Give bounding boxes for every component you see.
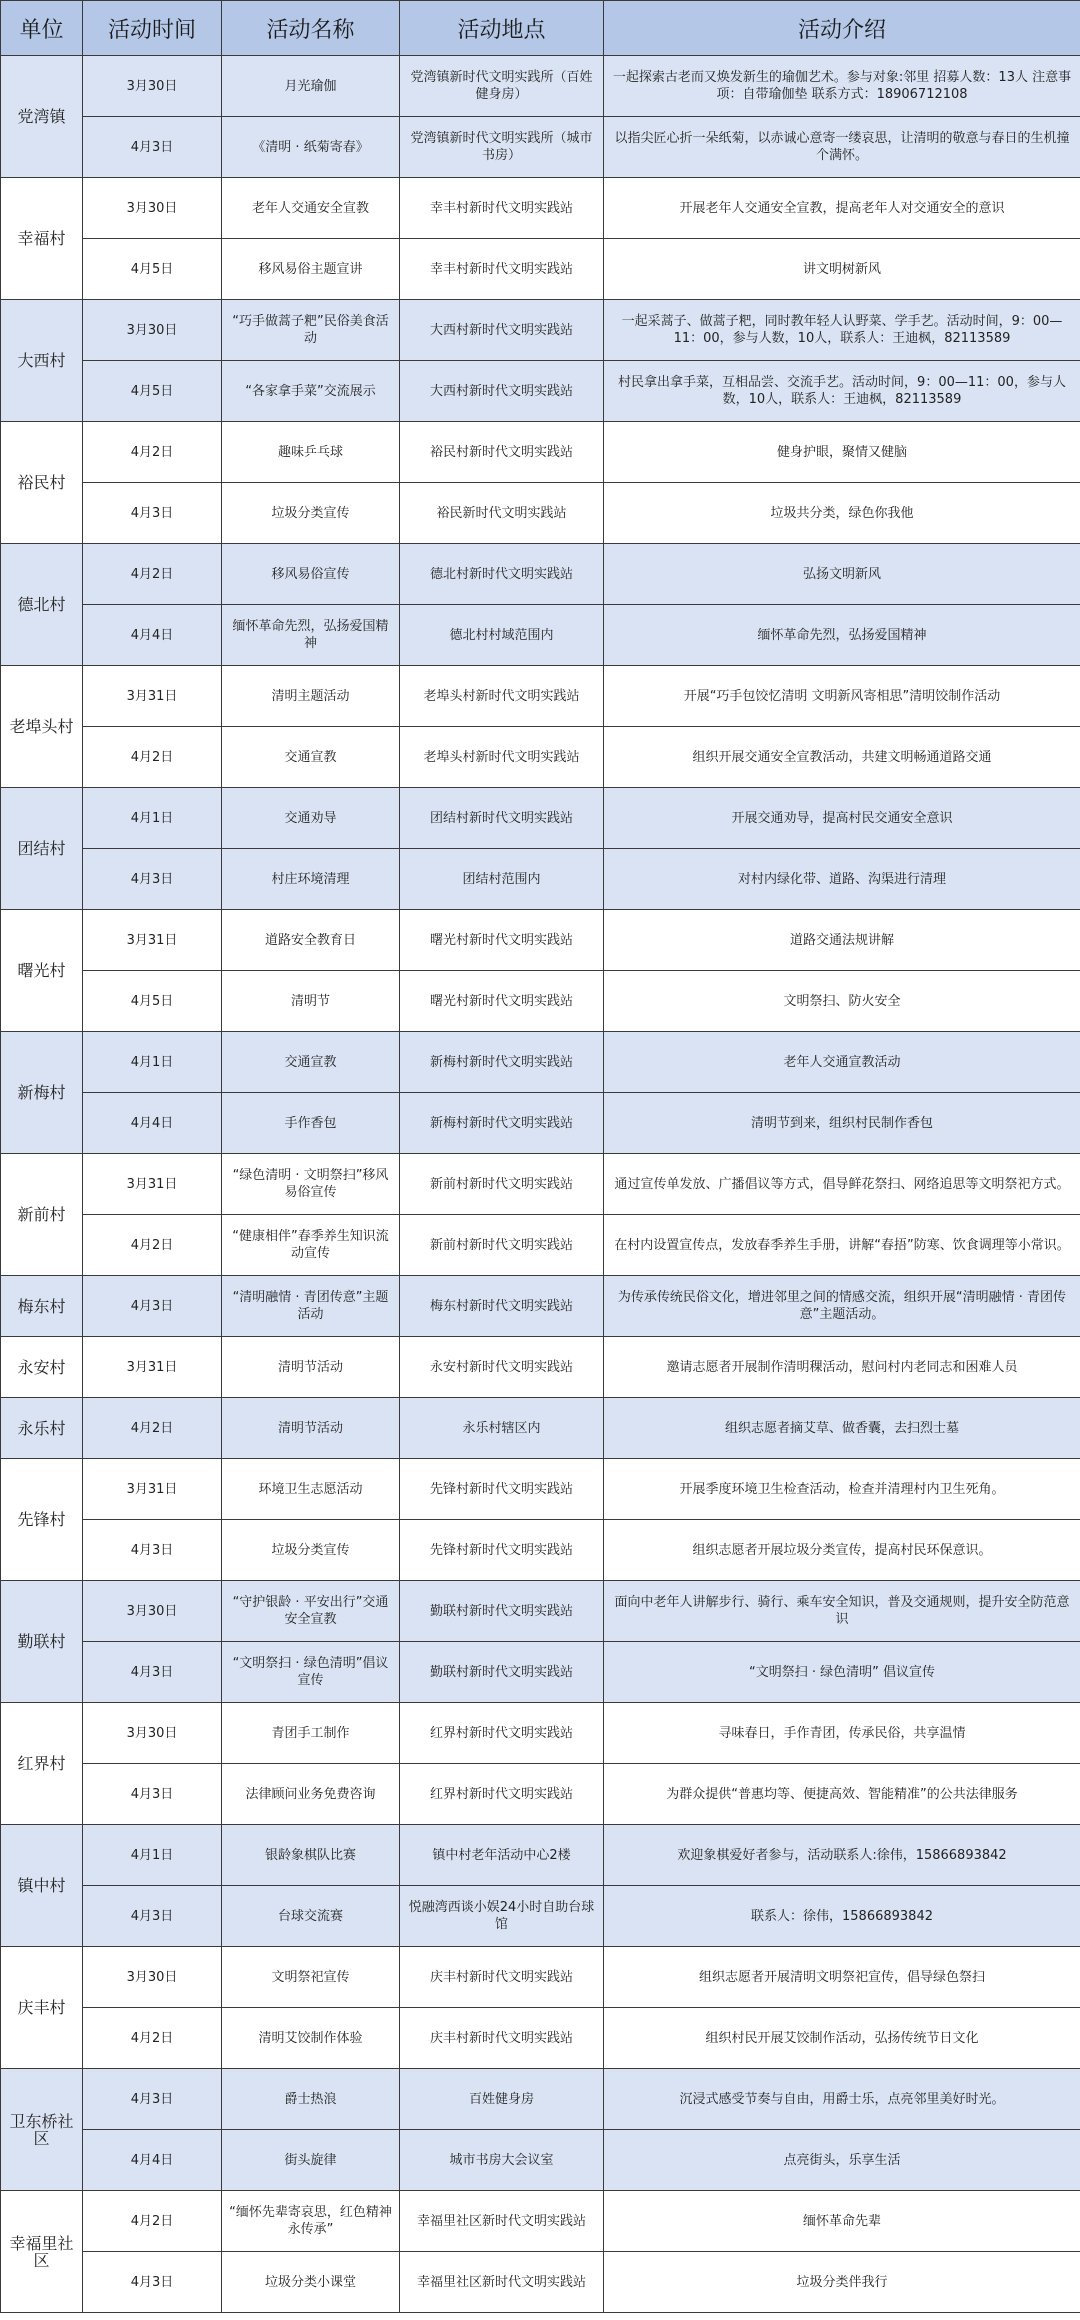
intro-cell: “文明祭扫 · 绿色清明” 倡议宣传 bbox=[604, 1642, 1080, 1703]
date-cell: 3月30日 bbox=[83, 300, 222, 361]
table-row bbox=[1, 727, 1080, 788]
place-cell: 幸丰村新时代文明实践站 bbox=[400, 178, 604, 239]
intro-cell: 讲文明树新风 bbox=[604, 239, 1080, 300]
activity-name-cell: 台球交流赛 bbox=[222, 1886, 400, 1947]
activity-name-cell: 手作香包 bbox=[222, 1093, 400, 1154]
table-row bbox=[1, 361, 1080, 422]
table-row bbox=[1, 56, 1080, 117]
place-cell: 勤联村新时代文明实践站 bbox=[400, 1642, 604, 1703]
date-cell: 4月5日 bbox=[83, 971, 222, 1032]
table-row bbox=[1, 1764, 1080, 1825]
activity-name-cell: “健康相伴”春季养生知识流动宣传 bbox=[222, 1215, 400, 1276]
place-cell: 城市书房大会议室 bbox=[400, 2130, 604, 2191]
place-cell: 先锋村新时代文明实践站 bbox=[400, 1520, 604, 1581]
intro-cell: 在村内设置宣传点，发放春季养生手册，讲解“春捂”防寒、饮食调理等小常识。 bbox=[604, 1215, 1080, 1276]
intro-cell: 清明节到来，组织村民制作香包 bbox=[604, 1093, 1080, 1154]
place-cell: 曙光村新时代文明实践站 bbox=[400, 971, 604, 1032]
date-cell: 3月30日 bbox=[83, 1947, 222, 2008]
header-intro: 活动介绍 bbox=[604, 1, 1080, 56]
place-cell: 庆丰村新时代文明实践站 bbox=[400, 2008, 604, 2069]
intro-cell: 组织志愿者开展垃圾分类宣传，提高村民环保意识。 bbox=[604, 1520, 1080, 1581]
date-cell: 4月2日 bbox=[83, 422, 222, 483]
date-cell: 4月3日 bbox=[83, 2069, 222, 2130]
intro-cell: 沉浸式感受节奏与自由，用爵士乐，点亮邻里美好时光。 bbox=[604, 2069, 1080, 2130]
table-row bbox=[1, 1825, 1080, 1886]
activity-name-cell: “清明融情 · 青团传意”主题活动 bbox=[222, 1276, 400, 1337]
date-cell: 4月1日 bbox=[83, 1032, 222, 1093]
intro-cell: 开展季度环境卫生检查活动，检查并清理村内卫生死角。 bbox=[604, 1459, 1080, 1520]
table-row bbox=[1, 483, 1080, 544]
table-row bbox=[1, 1642, 1080, 1703]
activity-name-cell: 道路安全教育日 bbox=[222, 910, 400, 971]
activity-name-cell: 法律顾问业务免费咨询 bbox=[222, 1764, 400, 1825]
table-row bbox=[1, 1947, 1080, 2008]
intro-cell: 寻味春日，手作青团，传承民俗，共享温情 bbox=[604, 1703, 1080, 1764]
date-cell: 4月3日 bbox=[83, 1520, 222, 1581]
date-cell: 3月31日 bbox=[83, 1337, 222, 1398]
place-cell: 幸福里社区新时代文明实践站 bbox=[400, 2191, 604, 2252]
table-row bbox=[1, 2191, 1080, 2252]
activity-name-cell: 趣味乒乓球 bbox=[222, 422, 400, 483]
activity-name-cell: 银龄象棋队比赛 bbox=[222, 1825, 400, 1886]
table-row bbox=[1, 1337, 1080, 1398]
place-cell: 红界村新时代文明实践站 bbox=[400, 1764, 604, 1825]
unit-cell: 新梅村 bbox=[1, 1032, 83, 1154]
date-cell: 4月2日 bbox=[83, 2008, 222, 2069]
place-cell: 红界村新时代文明实践站 bbox=[400, 1703, 604, 1764]
activity-name-cell: “巧手做蒿子粑”民俗美食活动 bbox=[222, 300, 400, 361]
place-cell: 幸福里社区新时代文明实践站 bbox=[400, 2252, 604, 2313]
unit-cell: 裕民村 bbox=[1, 422, 83, 544]
unit-cell: 幸福村 bbox=[1, 178, 83, 300]
place-cell: 幸丰村新时代文明实践站 bbox=[400, 239, 604, 300]
place-cell: 团结村新时代文明实践站 bbox=[400, 788, 604, 849]
place-cell: 梅东村新时代文明实践站 bbox=[400, 1276, 604, 1337]
activity-name-cell: 移风易俗主题宣讲 bbox=[222, 239, 400, 300]
intro-cell: 村民拿出拿手菜，互相品尝、交流手艺。活动时间，9：00—11：00，参与人数，10人，联系人：王迪枫，82113589 bbox=[604, 361, 1080, 422]
unit-cell: 庆丰村 bbox=[1, 1947, 83, 2069]
date-cell: 4月5日 bbox=[83, 239, 222, 300]
place-cell: 老埠头村新时代文明实践站 bbox=[400, 666, 604, 727]
activity-name-cell: 垃圾分类小课堂 bbox=[222, 2252, 400, 2313]
place-cell: 德北村村域范围内 bbox=[400, 605, 604, 666]
table-row bbox=[1, 544, 1080, 605]
activity-name-cell: 交通劝导 bbox=[222, 788, 400, 849]
intro-cell: 缅怀革命先辈 bbox=[604, 2191, 1080, 2252]
unit-cell: 镇中村 bbox=[1, 1825, 83, 1947]
unit-cell: 新前村 bbox=[1, 1154, 83, 1276]
date-cell: 4月3日 bbox=[83, 1764, 222, 1825]
intro-cell: 缅怀革命先烈，弘扬爱国精神 bbox=[604, 605, 1080, 666]
table-row bbox=[1, 2252, 1080, 2313]
table-row bbox=[1, 1459, 1080, 1520]
intro-cell: 为传承传统民俗文化，增进邻里之间的情感交流，组织开展“清明融情 · 青团传意”主题活动。 bbox=[604, 1276, 1080, 1337]
place-cell: 永乐村辖区内 bbox=[400, 1398, 604, 1459]
place-cell: 团结村范围内 bbox=[400, 849, 604, 910]
activity-name-cell: 垃圾分类宣传 bbox=[222, 1520, 400, 1581]
date-cell: 4月3日 bbox=[83, 849, 222, 910]
place-cell: 裕民村新时代文明实践站 bbox=[400, 422, 604, 483]
table-row bbox=[1, 1398, 1080, 1459]
place-cell: 勤联村新时代文明实践站 bbox=[400, 1581, 604, 1642]
intro-cell: 一起探索古老而又焕发新生的瑜伽艺术。参与对象:邻里 招募人数：13人 注意事项：自带瑜伽垫 联系方式：18906712108 bbox=[604, 56, 1080, 117]
intro-cell: 对村内绿化带、道路、沟渠进行清理 bbox=[604, 849, 1080, 910]
unit-cell: 老埠头村 bbox=[1, 666, 83, 788]
table-row bbox=[1, 300, 1080, 361]
date-cell: 4月1日 bbox=[83, 788, 222, 849]
activity-name-cell: 交通宣教 bbox=[222, 727, 400, 788]
date-cell: 4月4日 bbox=[83, 2130, 222, 2191]
date-cell: 4月3日 bbox=[83, 1886, 222, 1947]
table-row bbox=[1, 1032, 1080, 1093]
intro-cell: 组织志愿者开展清明文明祭祀宣传，倡导绿色祭扫 bbox=[604, 1947, 1080, 2008]
intro-cell: 为群众提供“普惠均等、便捷高效、智能精准”的公共法律服务 bbox=[604, 1764, 1080, 1825]
activity-name-cell: 《清明 · 纸菊寄春》 bbox=[222, 117, 400, 178]
date-cell: 3月31日 bbox=[83, 1154, 222, 1215]
place-cell: 庆丰村新时代文明实践站 bbox=[400, 1947, 604, 2008]
activity-name-cell: “缅怀先辈寄哀思，红色精神永传承” bbox=[222, 2191, 400, 2252]
activity-name-cell: 垃圾分类宣传 bbox=[222, 483, 400, 544]
table-row bbox=[1, 788, 1080, 849]
place-cell: 德北村新时代文明实践站 bbox=[400, 544, 604, 605]
activity-name-cell: 街头旋律 bbox=[222, 2130, 400, 2191]
table-row bbox=[1, 422, 1080, 483]
table-row bbox=[1, 2130, 1080, 2191]
unit-cell: 团结村 bbox=[1, 788, 83, 910]
intro-cell: 开展交通劝导，提高村民交通安全意识 bbox=[604, 788, 1080, 849]
intro-cell: 通过宣传单发放、广播倡议等方式，倡导鲜花祭扫、网络追思等文明祭祀方式。 bbox=[604, 1154, 1080, 1215]
unit-cell: 卫东桥社区 bbox=[1, 2069, 83, 2191]
place-cell: 先锋村新时代文明实践站 bbox=[400, 1459, 604, 1520]
place-cell: 大西村新时代文明实践站 bbox=[400, 300, 604, 361]
activity-name-cell: 清明主题活动 bbox=[222, 666, 400, 727]
activity-name-cell: 清明艾饺制作体验 bbox=[222, 2008, 400, 2069]
table-row bbox=[1, 2008, 1080, 2069]
place-cell: 新梅村新时代文明实践站 bbox=[400, 1032, 604, 1093]
date-cell: 4月2日 bbox=[83, 1398, 222, 1459]
table-row bbox=[1, 2069, 1080, 2130]
date-cell: 4月4日 bbox=[83, 1093, 222, 1154]
table-row bbox=[1, 971, 1080, 1032]
activity-name-cell: 移风易俗宣传 bbox=[222, 544, 400, 605]
date-cell: 4月4日 bbox=[83, 605, 222, 666]
header-date: 活动时间 bbox=[83, 1, 222, 56]
unit-cell: 幸福里社区 bbox=[1, 2191, 83, 2313]
table-row bbox=[1, 1276, 1080, 1337]
date-cell: 3月31日 bbox=[83, 666, 222, 727]
unit-cell: 大西村 bbox=[1, 300, 83, 422]
activity-name-cell: 清明节活动 bbox=[222, 1337, 400, 1398]
date-cell: 3月30日 bbox=[83, 56, 222, 117]
header-row bbox=[1, 1, 1080, 56]
unit-cell: 德北村 bbox=[1, 544, 83, 666]
activity-name-cell: “文明祭扫 · 绿色清明”倡议宣传 bbox=[222, 1642, 400, 1703]
place-cell: 新梅村新时代文明实践站 bbox=[400, 1093, 604, 1154]
intro-cell: 开展“巧手包饺忆清明 文明新风寄相思”清明饺制作活动 bbox=[604, 666, 1080, 727]
place-cell: 悦融湾西谈小娱24小时自助台球馆 bbox=[400, 1886, 604, 1947]
table-row bbox=[1, 666, 1080, 727]
intro-cell: 联系人：徐伟，15866893842 bbox=[604, 1886, 1080, 1947]
date-cell: 4月1日 bbox=[83, 1825, 222, 1886]
unit-cell: 梅东村 bbox=[1, 1276, 83, 1337]
header-activity-name: 活动名称 bbox=[222, 1, 400, 56]
intro-cell: 欢迎象棋爱好者参与，活动联系人:徐伟，15866893842 bbox=[604, 1825, 1080, 1886]
date-cell: 4月2日 bbox=[83, 727, 222, 788]
table-row bbox=[1, 178, 1080, 239]
unit-cell: 永安村 bbox=[1, 1337, 83, 1398]
activity-name-cell: 月光瑜伽 bbox=[222, 56, 400, 117]
activity-name-cell: “绿色清明 · 文明祭扫”移风易俗宣传 bbox=[222, 1154, 400, 1215]
table-row bbox=[1, 1520, 1080, 1581]
table-row bbox=[1, 1581, 1080, 1642]
intro-cell: 垃圾分类伴我行 bbox=[604, 2252, 1080, 2313]
intro-cell: 点亮街头，乐享生活 bbox=[604, 2130, 1080, 2191]
activity-name-cell: “守护银龄 · 平安出行”交通安全宣教 bbox=[222, 1581, 400, 1642]
activity-name-cell: 文明祭祀宣传 bbox=[222, 1947, 400, 2008]
date-cell: 4月2日 bbox=[83, 2191, 222, 2252]
place-cell: 党湾镇新时代文明实践所（百姓健身房） bbox=[400, 56, 604, 117]
date-cell: 4月2日 bbox=[83, 544, 222, 605]
place-cell: 老埠头村新时代文明实践站 bbox=[400, 727, 604, 788]
place-cell: 党湾镇新时代文明实践所（城市书房） bbox=[400, 117, 604, 178]
activity-name-cell: “各家拿手菜”交流展示 bbox=[222, 361, 400, 422]
intro-cell: 道路交通法规讲解 bbox=[604, 910, 1080, 971]
activity-name-cell: 交通宣教 bbox=[222, 1032, 400, 1093]
date-cell: 3月30日 bbox=[83, 1581, 222, 1642]
activity-name-cell: 村庄环境清理 bbox=[222, 849, 400, 910]
date-cell: 3月30日 bbox=[83, 178, 222, 239]
date-cell: 3月31日 bbox=[83, 1459, 222, 1520]
intro-cell: 开展老年人交通安全宣教，提高老年人对交通安全的意识 bbox=[604, 178, 1080, 239]
date-cell: 4月3日 bbox=[83, 117, 222, 178]
date-cell: 4月5日 bbox=[83, 361, 222, 422]
date-cell: 3月30日 bbox=[83, 1703, 222, 1764]
intro-cell: 面向中老年人讲解步行、骑行、乘车安全知识，普及交通规则，提升安全防范意识 bbox=[604, 1581, 1080, 1642]
intro-cell: 一起采蒿子、做蒿子粑，同时教年轻人认野菜、学手艺。活动时间，9：00—11：00，参与人数，10人，联系人：王迪枫，82113589 bbox=[604, 300, 1080, 361]
place-cell: 新前村新时代文明实践站 bbox=[400, 1215, 604, 1276]
unit-cell: 勤联村 bbox=[1, 1581, 83, 1703]
unit-cell: 红界村 bbox=[1, 1703, 83, 1825]
table-body bbox=[1, 56, 1080, 2313]
table-row bbox=[1, 1886, 1080, 1947]
activity-name-cell: 爵士热浪 bbox=[222, 2069, 400, 2130]
place-cell: 镇中村老年活动中心2楼 bbox=[400, 1825, 604, 1886]
place-cell: 曙光村新时代文明实践站 bbox=[400, 910, 604, 971]
intro-cell: 组织志愿者摘艾草、做香囊，去扫烈士墓 bbox=[604, 1398, 1080, 1459]
unit-cell: 先锋村 bbox=[1, 1459, 83, 1581]
table-row bbox=[1, 605, 1080, 666]
table-row bbox=[1, 1215, 1080, 1276]
intro-cell: 以指尖匠心折一朵纸菊，以赤诚心意寄一缕哀思，让清明的敬意与春日的生机撞个满怀。 bbox=[604, 117, 1080, 178]
table-row bbox=[1, 239, 1080, 300]
place-cell: 裕民新时代文明实践站 bbox=[400, 483, 604, 544]
intro-cell: 组织开展交通安全宣教活动，共建文明畅通道路交通 bbox=[604, 727, 1080, 788]
activity-name-cell: 老年人交通安全宣教 bbox=[222, 178, 400, 239]
header-unit: 单位 bbox=[1, 1, 83, 56]
place-cell: 新前村新时代文明实践站 bbox=[400, 1154, 604, 1215]
date-cell: 4月2日 bbox=[83, 1215, 222, 1276]
activity-name-cell: 缅怀革命先烈，弘扬爱国精神 bbox=[222, 605, 400, 666]
intro-cell: 弘扬文明新风 bbox=[604, 544, 1080, 605]
intro-cell: 健身护眼，聚情又健脑 bbox=[604, 422, 1080, 483]
table-row bbox=[1, 849, 1080, 910]
date-cell: 4月3日 bbox=[83, 483, 222, 544]
unit-cell: 曙光村 bbox=[1, 910, 83, 1032]
intro-cell: 邀请志愿者开展制作清明稞活动，慰问村内老同志和困难人员 bbox=[604, 1337, 1080, 1398]
table-row bbox=[1, 1703, 1080, 1764]
place-cell: 大西村新时代文明实践站 bbox=[400, 361, 604, 422]
date-cell: 3月31日 bbox=[83, 910, 222, 971]
place-cell: 百姓健身房 bbox=[400, 2069, 604, 2130]
activity-name-cell: 青团手工制作 bbox=[222, 1703, 400, 1764]
intro-cell: 垃圾共分类，绿色你我他 bbox=[604, 483, 1080, 544]
intro-cell: 老年人交通宣教活动 bbox=[604, 1032, 1080, 1093]
activity-name-cell: 清明节 bbox=[222, 971, 400, 1032]
date-cell: 4月3日 bbox=[83, 1276, 222, 1337]
place-cell: 永安村新时代文明实践站 bbox=[400, 1337, 604, 1398]
date-cell: 4月3日 bbox=[83, 1642, 222, 1703]
intro-cell: 组织村民开展艾饺制作活动，弘扬传统节日文化 bbox=[604, 2008, 1080, 2069]
unit-cell: 党湾镇 bbox=[1, 56, 83, 178]
activity-name-cell: 环境卫生志愿活动 bbox=[222, 1459, 400, 1520]
table-row bbox=[1, 117, 1080, 178]
table-row bbox=[1, 910, 1080, 971]
table-row bbox=[1, 1093, 1080, 1154]
unit-cell: 永乐村 bbox=[1, 1398, 83, 1459]
intro-cell: 文明祭扫、防火安全 bbox=[604, 971, 1080, 1032]
date-cell: 4月3日 bbox=[83, 2252, 222, 2313]
activity-name-cell: 清明节活动 bbox=[222, 1398, 400, 1459]
header-place: 活动地点 bbox=[400, 1, 604, 56]
table-row bbox=[1, 1154, 1080, 1215]
